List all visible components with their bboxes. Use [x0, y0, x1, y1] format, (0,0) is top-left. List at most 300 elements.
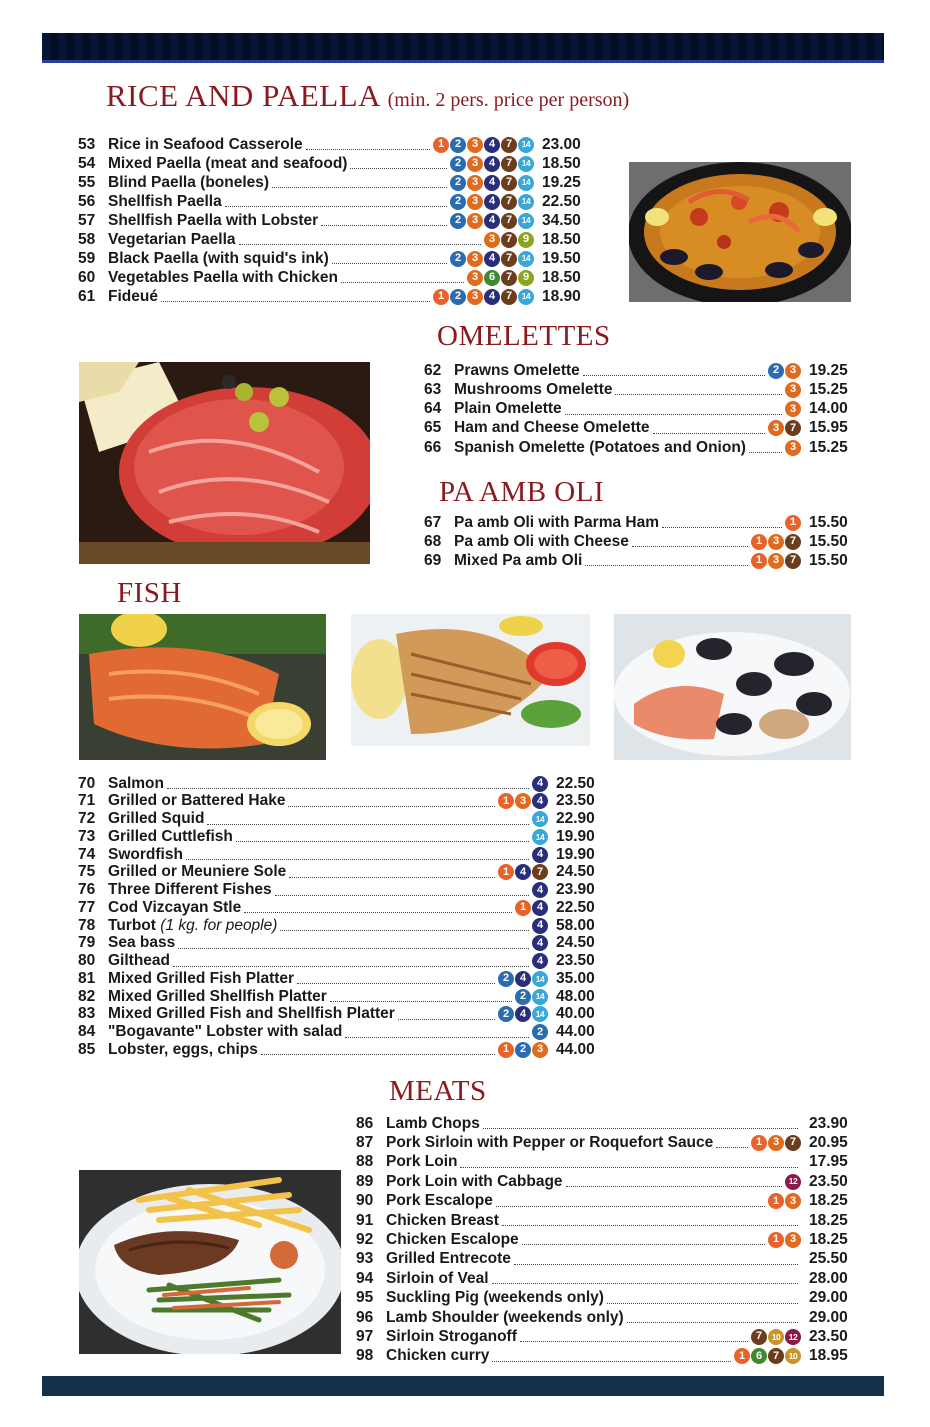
- dot-leader: [662, 527, 782, 528]
- dot-leader: [566, 1186, 782, 1187]
- item-name-text: Plain Omelette: [454, 400, 562, 417]
- allergen-7-icon: 7: [501, 289, 517, 305]
- allergen-7-icon: 7: [785, 534, 801, 550]
- allergen-4-icon: 4: [532, 900, 548, 916]
- item-name: [108, 250, 329, 268]
- item-name-text: Vegetarian Paella: [108, 230, 236, 248]
- allergen-3-icon: 3: [768, 1135, 784, 1151]
- item-price: 24.50: [556, 934, 595, 952]
- dot-leader: [161, 301, 430, 302]
- grilled-fish-photo: [351, 614, 590, 746]
- dot-leader: [522, 1244, 765, 1245]
- item-name: [454, 419, 650, 437]
- allergen-3-icon: 3: [768, 420, 784, 436]
- item-price: 18.90: [542, 287, 581, 305]
- allergen-7-icon: 7: [768, 1348, 784, 1364]
- item-name: [108, 136, 303, 154]
- allergen-4-icon: 4: [532, 776, 548, 792]
- menu-item-87: [356, 1133, 852, 1152]
- dot-leader: [341, 282, 464, 283]
- menu-item-97: [356, 1327, 852, 1346]
- dot-leader: [483, 1128, 798, 1129]
- menu-item-91: [356, 1211, 852, 1230]
- item-name-text: Three Different Fishes: [108, 881, 272, 898]
- allergen-1-icon: 1: [515, 900, 531, 916]
- mixed-seafood-photo: [614, 614, 851, 760]
- item-name-text: Shellfish Paella with Lobster: [108, 211, 319, 229]
- item-price: 15.95: [809, 419, 848, 437]
- item-number: 86: [356, 1114, 374, 1132]
- item-number: 66: [424, 438, 442, 456]
- item-name-text: Mixed Grilled Fish Platter: [108, 969, 295, 987]
- item-name-text: Sirloin of Veal: [386, 1269, 489, 1287]
- item-name-text: Lobster, eggs, chips: [108, 1040, 258, 1058]
- allergen-icons: [532, 1024, 548, 1040]
- allergen-7-icon: 7: [501, 137, 517, 153]
- dot-leader: [225, 206, 447, 207]
- item-name: [386, 1270, 489, 1288]
- allergen-9-icon: 9: [518, 270, 534, 286]
- item-name-text: "Bogavante" Lobster with salad: [108, 1023, 343, 1040]
- item-name-text: Shellfish Paella: [108, 192, 222, 210]
- allergen-10-icon: 10: [785, 1348, 801, 1364]
- allergen-icons: [467, 270, 534, 286]
- allergen-4-icon: 4: [515, 1006, 531, 1022]
- dot-leader: [236, 841, 529, 842]
- menu-item-86: [356, 1114, 852, 1133]
- allergen-1-icon: 1: [768, 1193, 784, 1209]
- item-name-text: Pork Escalope: [386, 1192, 493, 1210]
- allergen-14-icon: 14: [532, 971, 548, 987]
- item-name: [108, 970, 294, 988]
- rice-paella-title: RICE AND PAELLA: [106, 78, 380, 113]
- item-number: 75: [78, 863, 96, 881]
- item-name-text: Salmon: [108, 774, 164, 792]
- allergen-7-icon: 7: [501, 194, 517, 210]
- item-price: 17.95: [809, 1153, 848, 1171]
- allergen-1-icon: 1: [433, 137, 449, 153]
- allergen-3-icon: 3: [467, 251, 483, 267]
- dot-leader: [239, 244, 481, 245]
- allergen-2-icon: 2: [450, 213, 466, 229]
- item-name: [108, 174, 269, 192]
- item-name: [386, 1153, 457, 1171]
- item-name: [386, 1173, 563, 1191]
- allergen-7-icon: 7: [501, 156, 517, 172]
- item-price: 15.50: [809, 513, 848, 531]
- allergen-12-icon: 12: [785, 1329, 801, 1345]
- menu-item-83: [78, 1005, 598, 1024]
- item-name-text: Pork Sirloin with Pepper or Roquefort Sauce: [386, 1133, 714, 1151]
- item-name: [386, 1328, 517, 1346]
- allergen-4-icon: 4: [532, 793, 548, 809]
- allergen-3-icon: 3: [467, 175, 483, 191]
- item-number: 87: [356, 1133, 374, 1151]
- dot-leader: [275, 895, 529, 896]
- allergen-7-icon: 7: [785, 420, 801, 436]
- item-name: [454, 400, 562, 418]
- allergen-14-icon: 14: [518, 137, 534, 153]
- item-number: 78: [78, 916, 96, 934]
- allergen-icons: [498, 864, 548, 880]
- item-name-text: Suckling Pig (weekends only): [386, 1289, 604, 1307]
- item-number: 90: [356, 1192, 374, 1210]
- allergen-icons: [751, 1329, 801, 1345]
- allergen-4-icon: 4: [532, 935, 548, 951]
- menu-item-54: [78, 154, 590, 173]
- menu-item-80: [78, 952, 598, 971]
- item-name-text: Vegetables Paella with Chicken: [108, 268, 339, 286]
- allergen-2-icon: 2: [450, 137, 466, 153]
- allergen-icons: [515, 989, 548, 1005]
- item-number: 81: [78, 969, 96, 987]
- item-price: 23.50: [809, 1327, 848, 1345]
- allergen-1-icon: 1: [734, 1348, 750, 1364]
- menu-item-71: [78, 792, 598, 811]
- allergen-icons: [751, 553, 801, 569]
- item-name-text: Turbot: [108, 916, 156, 934]
- allergen-3-icon: 3: [785, 440, 801, 456]
- item-name-text: Blind Paella (boneles): [108, 173, 270, 191]
- dot-leader: [186, 859, 529, 860]
- menu-item-70: [78, 774, 598, 793]
- item-number: 64: [424, 400, 442, 417]
- item-name-text: Black Paella (with squid's ink): [108, 249, 329, 267]
- allergen-14-icon: 14: [532, 989, 548, 1005]
- allergen-2-icon: 2: [450, 156, 466, 172]
- item-number: 80: [78, 952, 96, 969]
- allergen-4-icon: 4: [532, 882, 548, 898]
- allergen-icons: [450, 194, 534, 210]
- item-number: 92: [356, 1230, 374, 1248]
- allergen-4-icon: 4: [515, 971, 531, 987]
- item-name-text: Sirloin Stroganoff: [386, 1327, 517, 1345]
- item-number: 68: [424, 532, 442, 550]
- dot-leader: [207, 824, 529, 825]
- item-price: 15.25: [809, 380, 848, 398]
- item-price: 15.50: [809, 551, 848, 569]
- dot-leader: [244, 912, 512, 913]
- item-price: 15.50: [809, 532, 848, 550]
- menu-item-85: [78, 1040, 598, 1059]
- allergen-3-icon: 3: [467, 137, 483, 153]
- item-price: 22.90: [556, 810, 595, 827]
- item-name-text: Grilled Entrecote: [386, 1250, 511, 1268]
- allergen-1-icon: 1: [433, 289, 449, 305]
- allergen-12-icon: 12: [785, 1174, 801, 1190]
- item-price: 19.50: [542, 249, 581, 267]
- allergen-icons: [768, 1232, 801, 1248]
- menu-item-66: [424, 438, 852, 457]
- allergen-1-icon: 1: [751, 1135, 767, 1151]
- menu-item-58: [78, 230, 590, 249]
- item-name: [108, 881, 272, 899]
- item-number: 91: [356, 1211, 374, 1229]
- dot-leader: [288, 806, 495, 807]
- allergen-4-icon: 4: [532, 918, 548, 934]
- allergen-3-icon: 3: [768, 534, 784, 550]
- allergen-3-icon: 3: [785, 382, 801, 398]
- item-number: 84: [78, 1023, 96, 1040]
- item-number: 83: [78, 1005, 96, 1023]
- item-name-text: Cod Vizcayan Stle: [108, 898, 242, 916]
- dot-leader: [585, 565, 748, 566]
- dot-leader: [460, 1167, 798, 1168]
- item-price: 22.50: [556, 898, 595, 916]
- allergen-3-icon: 3: [484, 232, 500, 248]
- menu-item-92: [356, 1230, 852, 1249]
- allergen-icons: [498, 971, 548, 987]
- allergen-14-icon: 14: [518, 251, 534, 267]
- item-price: 23.90: [556, 881, 595, 898]
- dot-leader: [716, 1147, 748, 1148]
- menu-item-69: [424, 551, 852, 570]
- allergen-2-icon: 2: [498, 1006, 514, 1022]
- item-price: 18.95: [809, 1347, 848, 1365]
- item-name-text: Mixed Grilled Fish and Shellfish Platter: [108, 1005, 395, 1023]
- bottom-decorative-band: [42, 1376, 884, 1396]
- dot-leader: [632, 546, 748, 547]
- allergen-2-icon: 2: [498, 971, 514, 987]
- allergen-2-icon: 2: [768, 363, 784, 379]
- item-number: 85: [78, 1040, 96, 1058]
- item-name: [454, 533, 629, 551]
- item-name: [108, 775, 164, 793]
- item-name-text: Chicken Escalope: [386, 1230, 519, 1248]
- allergen-14-icon: 14: [532, 811, 548, 827]
- allergen-icons: [785, 1174, 801, 1190]
- menu-item-68: [424, 532, 852, 551]
- item-number: 63: [424, 380, 442, 398]
- allergen-10-icon: 10: [768, 1329, 784, 1345]
- allergen-icons: [433, 289, 534, 305]
- item-name: [108, 988, 327, 1006]
- menu-item-78: [78, 916, 598, 935]
- menu-item-96: [356, 1308, 852, 1327]
- item-name: [108, 1005, 395, 1023]
- allergen-4-icon: 4: [484, 156, 500, 172]
- item-price: 19.90: [556, 845, 595, 863]
- allergen-icons: [785, 515, 801, 531]
- item-name: [386, 1250, 511, 1268]
- item-price: 19.90: [556, 827, 595, 845]
- allergen-1-icon: 1: [768, 1232, 784, 1248]
- item-name: [108, 846, 183, 864]
- item-name-text: Mixed Pa amb Oli: [454, 551, 583, 569]
- menu-item-93: [356, 1250, 852, 1269]
- item-name-text: Grilled or Battered Hake: [108, 792, 286, 810]
- menu-item-84: [78, 1023, 598, 1042]
- allergen-1-icon: 1: [785, 515, 801, 531]
- allergen-icons: [768, 363, 801, 379]
- allergen-14-icon: 14: [532, 1006, 548, 1022]
- menu-item-67: [424, 513, 852, 532]
- menu-item-76: [78, 881, 598, 900]
- dot-leader: [345, 1037, 529, 1038]
- allergen-icons: [532, 776, 548, 792]
- allergen-7-icon: 7: [751, 1329, 767, 1345]
- allergen-3-icon: 3: [532, 1042, 548, 1058]
- item-number: 72: [78, 810, 96, 827]
- menu-item-72: [78, 810, 598, 829]
- item-number: 94: [356, 1269, 374, 1287]
- dot-leader: [330, 1001, 512, 1002]
- allergen-icons: [498, 1006, 548, 1022]
- allergen-icons: [450, 251, 534, 267]
- allergen-1-icon: 1: [498, 1042, 514, 1058]
- item-name: [386, 1289, 604, 1307]
- item-price: 18.50: [542, 230, 581, 248]
- menu-item-79: [78, 934, 598, 953]
- allergen-icons: [515, 900, 548, 916]
- allergen-3-icon: 3: [467, 213, 483, 229]
- item-name-text: Grilled Cuttlefish: [108, 827, 233, 845]
- allergen-14-icon: 14: [518, 156, 534, 172]
- allergen-4-icon: 4: [484, 213, 500, 229]
- allergen-4-icon: 4: [515, 864, 531, 880]
- item-name: [386, 1347, 489, 1365]
- item-number: 65: [424, 419, 442, 437]
- menu-item-82: [78, 987, 598, 1006]
- rice-paella-heading: [106, 78, 629, 114]
- item-name: [386, 1192, 493, 1210]
- item-name: [108, 828, 233, 846]
- allergen-icons: [532, 882, 548, 898]
- dot-leader: [496, 1206, 765, 1207]
- menu-item-73: [78, 827, 598, 846]
- dot-leader: [520, 1341, 748, 1342]
- item-name-text: Pork Loin with Cabbage: [386, 1172, 563, 1190]
- allergen-14-icon: 14: [532, 829, 548, 845]
- dot-leader: [272, 187, 447, 188]
- menu-item-57: [78, 211, 590, 230]
- item-price: 40.00: [556, 1005, 595, 1023]
- allergen-3-icon: 3: [785, 363, 801, 379]
- item-number: 70: [78, 774, 96, 792]
- item-name-text: Sea bass: [108, 934, 176, 952]
- menu-item-55: [78, 173, 590, 192]
- item-number: 69: [424, 551, 442, 569]
- menu-item-53: [78, 135, 590, 154]
- item-name: [454, 439, 746, 457]
- allergen-icons: [532, 811, 548, 827]
- item-number: 89: [356, 1172, 374, 1190]
- item-name-text: Gilthead: [108, 952, 171, 969]
- allergen-4-icon: 4: [484, 137, 500, 153]
- item-name-text: Mixed Grilled Shellfish Platter: [108, 987, 327, 1005]
- dot-leader: [297, 983, 495, 984]
- allergen-2-icon: 2: [532, 1024, 548, 1040]
- allergen-1-icon: 1: [751, 553, 767, 569]
- item-number: 71: [78, 792, 96, 810]
- item-price: 23.50: [556, 792, 595, 810]
- menu-item-89: [356, 1172, 852, 1191]
- allergen-icons: [785, 440, 801, 456]
- fish-heading: FISH: [117, 577, 182, 609]
- dot-leader: [321, 225, 447, 226]
- allergen-1-icon: 1: [498, 793, 514, 809]
- allergen-9-icon: 9: [518, 232, 534, 248]
- allergen-7-icon: 7: [785, 1135, 801, 1151]
- menu-item-81: [78, 969, 598, 988]
- item-note: (1 kg. for people): [160, 916, 278, 934]
- allergen-icons: [498, 1042, 548, 1058]
- item-name-text: Fideué: [108, 287, 158, 305]
- item-price: 18.50: [542, 154, 581, 172]
- item-number: 54: [78, 154, 96, 172]
- dot-leader: [289, 877, 495, 878]
- menu-item-74: [78, 845, 598, 864]
- item-name: [108, 934, 175, 952]
- item-price: 23.90: [809, 1114, 848, 1132]
- item-name-text: Pa amb Oli with Parma Ham: [454, 513, 660, 531]
- dot-leader: [615, 394, 782, 395]
- allergen-6-icon: 6: [484, 270, 500, 286]
- allergen-icons: [785, 401, 801, 417]
- allergen-3-icon: 3: [467, 156, 483, 172]
- menu-item-60: [78, 268, 590, 287]
- allergen-3-icon: 3: [785, 1232, 801, 1248]
- item-name: [386, 1309, 624, 1327]
- allergen-icons: [532, 847, 548, 863]
- dot-leader: [502, 1225, 798, 1226]
- allergen-14-icon: 14: [518, 289, 534, 305]
- item-price: 29.00: [809, 1289, 848, 1307]
- item-number: 76: [78, 881, 96, 898]
- item-name-text: Ham and Cheese Omelette: [454, 419, 650, 437]
- item-name: [108, 899, 241, 917]
- item-price: 25.50: [809, 1250, 848, 1268]
- allergen-icons: [450, 175, 534, 191]
- allergen-4-icon: 4: [532, 847, 548, 863]
- item-price: 23.50: [556, 952, 595, 969]
- item-name-text: Prawns Omelette: [454, 361, 580, 379]
- item-number: 96: [356, 1308, 374, 1326]
- item-name-text: Pork Loin: [386, 1153, 458, 1171]
- allergen-icons: [785, 382, 801, 398]
- allergen-3-icon: 3: [467, 270, 483, 286]
- dot-leader: [749, 452, 782, 453]
- item-price: 22.50: [542, 192, 581, 210]
- dot-leader: [167, 788, 529, 789]
- allergen-2-icon: 2: [450, 194, 466, 210]
- dot-leader: [583, 375, 765, 376]
- allergen-2-icon: 2: [450, 251, 466, 267]
- pa-amb-oli-heading: PA AMB OLI: [439, 476, 605, 508]
- item-name-text: Chicken Breast: [386, 1211, 499, 1229]
- top-decorative-band: [42, 33, 884, 63]
- allergen-14-icon: 14: [518, 175, 534, 191]
- allergen-4-icon: 4: [484, 289, 500, 305]
- allergen-7-icon: 7: [501, 270, 517, 286]
- paella-photo: [629, 162, 851, 302]
- item-name: [108, 952, 170, 970]
- menu-item-88: [356, 1153, 852, 1172]
- item-price: 18.50: [542, 268, 581, 286]
- item-price: 15.25: [809, 438, 848, 456]
- menu-item-95: [356, 1289, 852, 1308]
- item-price: 18.25: [809, 1211, 848, 1229]
- item-name: [108, 1041, 258, 1059]
- item-price: 23.50: [809, 1172, 848, 1190]
- item-number: 53: [78, 135, 96, 153]
- allergen-2-icon: 2: [515, 989, 531, 1005]
- item-number: 97: [356, 1327, 374, 1345]
- dot-leader: [514, 1264, 798, 1265]
- dot-leader: [306, 149, 430, 150]
- allergen-icons: [768, 1193, 801, 1209]
- allergen-2-icon: 2: [450, 289, 466, 305]
